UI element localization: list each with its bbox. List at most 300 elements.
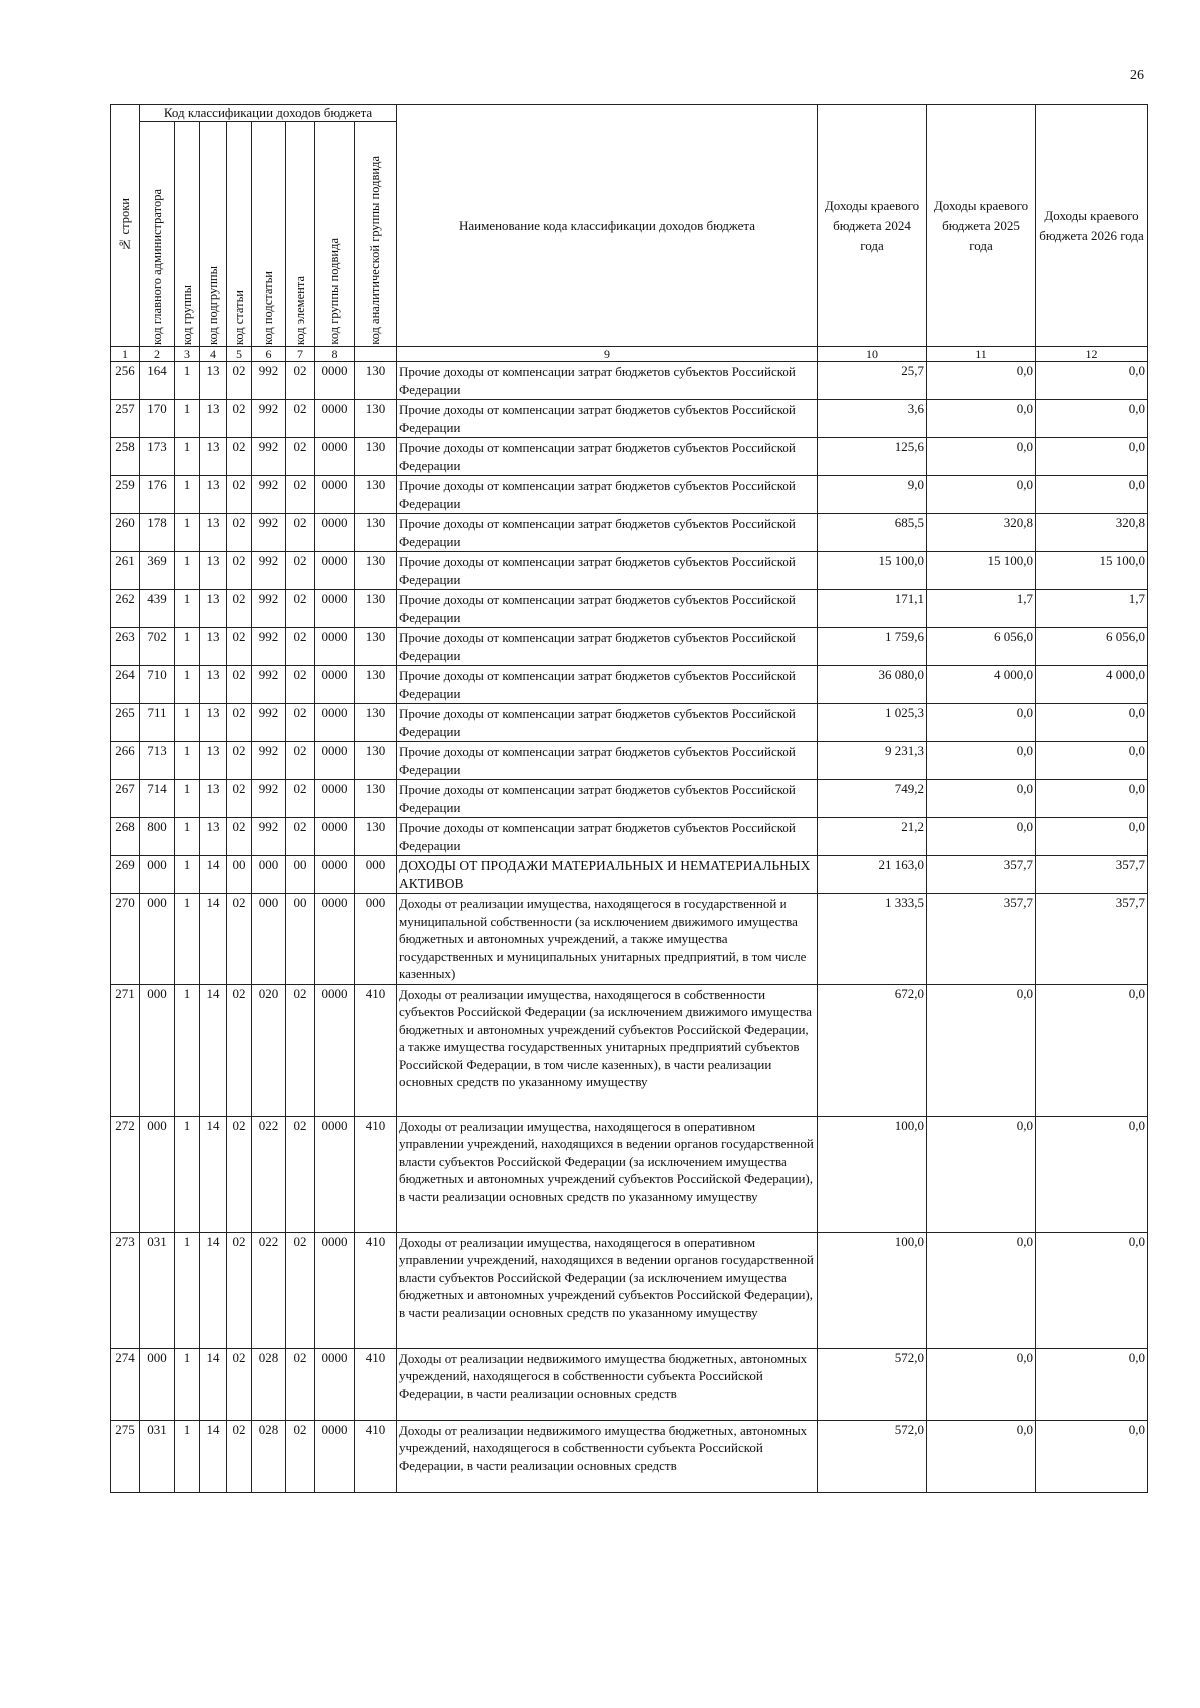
table-row — [111, 590, 1148, 628]
row-number-cell: 264 — [111, 666, 140, 704]
code-subarticle-cell: 992 — [252, 400, 286, 438]
income-name-cell: Прочие доходы от компенсации затрат бюджетов субъектов Российской Федерации — [397, 666, 818, 704]
code-element-cell: 02 — [286, 590, 315, 628]
income-2025-cell: 357,7 — [927, 894, 1036, 985]
income-2026-cell: 357,7 — [1036, 856, 1148, 894]
code-admin-cell: 031 — [140, 1232, 175, 1348]
code-element-cell: 02 — [286, 1232, 315, 1348]
income-name-cell: Прочие доходы от компенсации затрат бюджетов субъектов Российской Федерации — [397, 400, 818, 438]
code-group-cell: 1 — [175, 400, 200, 438]
row-number-cell: 273 — [111, 1232, 140, 1348]
header-code-subgroup: код подгруппы — [200, 122, 227, 347]
code-element-cell: 02 — [286, 476, 315, 514]
income-name-cell: Доходы от реализации имущества, находящегося в оперативном управлении учреждений, находящихся в ведении органов государственной власти субъектов Российской Федерации (за исключением имущества бюджетных и автономных учреждений субъектов Российской Федерации), в части реализации основных средств по указанному имуществу — [397, 1116, 818, 1232]
income-name-cell: Прочие доходы от компенсации затрат бюджетов субъектов Российской Федерации — [397, 818, 818, 856]
table-row — [111, 1232, 1148, 1348]
header-group-title: Код классификации доходов бюджета — [140, 105, 397, 122]
code-subarticle-cell: 992 — [252, 552, 286, 590]
code-article-cell: 02 — [227, 1232, 252, 1348]
code-article-cell: 02 — [227, 1420, 252, 1492]
row-number-cell: 266 — [111, 742, 140, 780]
code-subtype-group-cell: 0000 — [315, 666, 355, 704]
code-subarticle-cell: 992 — [252, 514, 286, 552]
header-code-article: код статьи — [227, 122, 252, 347]
header-code-subarticle: код подстатьи — [252, 122, 286, 347]
income-2025-cell: 0,0 — [927, 984, 1036, 1116]
code-element-cell: 02 — [286, 780, 315, 818]
code-admin-cell: 800 — [140, 818, 175, 856]
code-group-cell: 1 — [175, 780, 200, 818]
income-name-cell: Доходы от реализации имущества, находящегося в оперативном управлении учреждений, находящихся в ведении органов государственной власти субъектов Российской Федерации (за исключением имущества бюджетных и автономных учреждений субъектов Российской Федерации), в части реализации основных средств по указанному имуществу — [397, 1232, 818, 1348]
income-2024-cell: 572,0 — [818, 1348, 927, 1420]
header-code-subtype-group: код группы подвида — [315, 122, 355, 347]
code-admin-cell: 000 — [140, 984, 175, 1116]
table-row — [111, 552, 1148, 590]
code-analytic-group-cell: 130 — [355, 780, 397, 818]
code-subarticle-cell: 000 — [252, 894, 286, 985]
income-name-cell: Доходы от реализации имущества, находящегося в государственной и муниципальной собственности (за исключением движимого имущества бюджетных и автономных учреждений, а также имущества государственных и муниципальных унитарных предприятий, в том числе казенных) — [397, 894, 818, 985]
code-subgroup-cell: 13 — [200, 666, 227, 704]
income-2025-cell: 6 056,0 — [927, 628, 1036, 666]
income-2026-cell: 6 056,0 — [1036, 628, 1148, 666]
code-subtype-group-cell: 0000 — [315, 552, 355, 590]
code-admin-cell: 178 — [140, 514, 175, 552]
code-article-cell: 02 — [227, 514, 252, 552]
code-analytic-group-cell: 130 — [355, 818, 397, 856]
code-group-cell: 1 — [175, 666, 200, 704]
income-2026-cell: 0,0 — [1036, 1232, 1148, 1348]
code-analytic-group-cell: 130 — [355, 704, 397, 742]
row-number-cell: 256 — [111, 362, 140, 400]
code-admin-cell: 176 — [140, 476, 175, 514]
header-name: Наименование кода классификации доходов бюджета — [397, 105, 818, 347]
income-name-cell: Прочие доходы от компенсации затрат бюджетов субъектов Российской Федерации — [397, 514, 818, 552]
code-group-cell: 1 — [175, 362, 200, 400]
income-2025-cell: 0,0 — [927, 818, 1036, 856]
code-group-cell: 1 — [175, 628, 200, 666]
income-2025-cell: 357,7 — [927, 856, 1036, 894]
column-number: 10 — [818, 347, 927, 362]
code-subtype-group-cell: 0000 — [315, 1232, 355, 1348]
code-group-cell: 1 — [175, 476, 200, 514]
code-subgroup-cell: 14 — [200, 1420, 227, 1492]
income-2024-cell: 1 333,5 — [818, 894, 927, 985]
table-body — [111, 362, 1148, 1493]
code-article-cell: 02 — [227, 628, 252, 666]
code-article-cell: 00 — [227, 856, 252, 894]
code-subtype-group-cell: 0000 — [315, 628, 355, 666]
code-article-cell: 02 — [227, 400, 252, 438]
income-2024-cell: 3,6 — [818, 400, 927, 438]
column-number: 9 — [397, 347, 818, 362]
income-name-cell: Прочие доходы от компенсации затрат бюджетов субъектов Российской Федерации — [397, 628, 818, 666]
code-element-cell: 02 — [286, 666, 315, 704]
row-number-cell: 260 — [111, 514, 140, 552]
code-subgroup-cell: 13 — [200, 476, 227, 514]
code-analytic-group-cell: 130 — [355, 628, 397, 666]
code-article-cell: 02 — [227, 552, 252, 590]
income-2024-cell: 125,6 — [818, 438, 927, 476]
code-admin-cell: 714 — [140, 780, 175, 818]
income-2025-cell: 0,0 — [927, 438, 1036, 476]
table-row — [111, 856, 1148, 894]
income-2026-cell: 0,0 — [1036, 1420, 1148, 1492]
code-analytic-group-cell: 130 — [355, 438, 397, 476]
table-row — [111, 400, 1148, 438]
column-number: 5 — [227, 347, 252, 362]
table-row — [111, 628, 1148, 666]
income-2024-cell: 1 025,3 — [818, 704, 927, 742]
code-subgroup-cell: 13 — [200, 704, 227, 742]
income-2025-cell: 15 100,0 — [927, 552, 1036, 590]
code-subarticle-cell: 028 — [252, 1348, 286, 1420]
income-2026-cell: 0,0 — [1036, 1348, 1148, 1420]
income-2024-cell: 21,2 — [818, 818, 927, 856]
code-subtype-group-cell: 0000 — [315, 894, 355, 985]
table-row — [111, 742, 1148, 780]
row-number-cell: 259 — [111, 476, 140, 514]
code-article-cell: 02 — [227, 818, 252, 856]
code-analytic-group-cell: 410 — [355, 1232, 397, 1348]
header-code-group: код группы — [175, 122, 200, 347]
income-name-cell: Прочие доходы от компенсации затрат бюджетов субъектов Российской Федерации — [397, 704, 818, 742]
code-analytic-group-cell: 410 — [355, 984, 397, 1116]
row-number-cell: 257 — [111, 400, 140, 438]
code-subarticle-cell: 022 — [252, 1232, 286, 1348]
code-subgroup-cell: 14 — [200, 894, 227, 985]
code-subgroup-cell: 14 — [200, 856, 227, 894]
income-name-cell: Доходы от реализации недвижимого имущества бюджетных, автономных учреждений, находящегося в собственности субъекта Российской Федерации, в части реализации основных средств — [397, 1348, 818, 1420]
row-number-cell: 262 — [111, 590, 140, 628]
row-number-cell: 274 — [111, 1348, 140, 1420]
column-number: 6 — [252, 347, 286, 362]
column-number: 2 — [140, 347, 175, 362]
income-2026-cell: 357,7 — [1036, 894, 1148, 985]
income-2024-cell: 100,0 — [818, 1116, 927, 1232]
code-admin-cell: 711 — [140, 704, 175, 742]
income-2024-cell: 171,1 — [818, 590, 927, 628]
code-subtype-group-cell: 0000 — [315, 704, 355, 742]
income-2026-cell: 0,0 — [1036, 780, 1148, 818]
income-2026-cell: 0,0 — [1036, 704, 1148, 742]
code-article-cell: 02 — [227, 1348, 252, 1420]
code-article-cell: 02 — [227, 362, 252, 400]
code-article-cell: 02 — [227, 438, 252, 476]
column-number: 1 — [111, 347, 140, 362]
code-subtype-group-cell: 0000 — [315, 856, 355, 894]
header-code-admin: код главного администратора — [140, 122, 175, 347]
code-subgroup-cell: 13 — [200, 438, 227, 476]
header-row-no: № строки — [111, 105, 140, 347]
income-name-cell: Прочие доходы от компенсации затрат бюджетов субъектов Российской Федерации — [397, 742, 818, 780]
code-analytic-group-cell: 130 — [355, 476, 397, 514]
table-row — [111, 1348, 1148, 1420]
code-group-cell: 1 — [175, 438, 200, 476]
code-subgroup-cell: 13 — [200, 628, 227, 666]
code-analytic-group-cell: 130 — [355, 590, 397, 628]
column-number: 3 — [175, 347, 200, 362]
header-year-2026: Доходы краевого бюджета 2026 года — [1036, 105, 1148, 347]
table-row — [111, 704, 1148, 742]
table-row — [111, 894, 1148, 985]
code-element-cell: 02 — [286, 362, 315, 400]
table-row — [111, 476, 1148, 514]
code-admin-cell: 702 — [140, 628, 175, 666]
column-number: 7 — [286, 347, 315, 362]
code-admin-cell: 170 — [140, 400, 175, 438]
code-subarticle-cell: 020 — [252, 984, 286, 1116]
code-article-cell: 02 — [227, 590, 252, 628]
code-subgroup-cell: 14 — [200, 1116, 227, 1232]
code-article-cell: 02 — [227, 742, 252, 780]
table-row — [111, 780, 1148, 818]
code-admin-cell: 031 — [140, 1420, 175, 1492]
income-2024-cell: 15 100,0 — [818, 552, 927, 590]
table-row — [111, 1116, 1148, 1232]
code-element-cell: 02 — [286, 984, 315, 1116]
code-element-cell: 02 — [286, 438, 315, 476]
code-group-cell: 1 — [175, 1232, 200, 1348]
row-number-cell: 261 — [111, 552, 140, 590]
income-2025-cell: 0,0 — [927, 476, 1036, 514]
code-subgroup-cell: 13 — [200, 552, 227, 590]
income-name-cell: Прочие доходы от компенсации затрат бюджетов субъектов Российской Федерации — [397, 590, 818, 628]
code-analytic-group-cell: 000 — [355, 856, 397, 894]
column-numbers-row — [111, 347, 1148, 362]
code-article-cell: 02 — [227, 666, 252, 704]
code-subarticle-cell: 992 — [252, 818, 286, 856]
income-2024-cell: 685,5 — [818, 514, 927, 552]
code-element-cell: 02 — [286, 704, 315, 742]
code-subarticle-cell: 992 — [252, 628, 286, 666]
income-2025-cell: 0,0 — [927, 400, 1036, 438]
code-subgroup-cell: 14 — [200, 984, 227, 1116]
income-2026-cell: 4 000,0 — [1036, 666, 1148, 704]
code-subgroup-cell: 13 — [200, 400, 227, 438]
row-number-cell: 272 — [111, 1116, 140, 1232]
income-name-cell: Прочие доходы от компенсации затрат бюджетов субъектов Российской Федерации — [397, 438, 818, 476]
code-group-cell: 1 — [175, 742, 200, 780]
code-group-cell: 1 — [175, 856, 200, 894]
code-admin-cell: 000 — [140, 856, 175, 894]
code-admin-cell: 439 — [140, 590, 175, 628]
income-2024-cell: 572,0 — [818, 1420, 927, 1492]
code-element-cell: 02 — [286, 742, 315, 780]
code-analytic-group-cell: 000 — [355, 894, 397, 985]
income-2026-cell: 320,8 — [1036, 514, 1148, 552]
code-subtype-group-cell: 0000 — [315, 476, 355, 514]
income-2024-cell: 100,0 — [818, 1232, 927, 1348]
income-2025-cell: 4 000,0 — [927, 666, 1036, 704]
code-subgroup-cell: 13 — [200, 590, 227, 628]
code-group-cell: 1 — [175, 818, 200, 856]
code-subarticle-cell: 992 — [252, 438, 286, 476]
income-2026-cell: 0,0 — [1036, 1116, 1148, 1232]
header-code-analytic-group: код аналитической группы подвида — [355, 122, 397, 347]
income-2025-cell: 1,7 — [927, 590, 1036, 628]
code-subarticle-cell: 022 — [252, 1116, 286, 1232]
code-admin-cell: 173 — [140, 438, 175, 476]
code-element-cell: 00 — [286, 856, 315, 894]
table-row — [111, 818, 1148, 856]
code-article-cell: 02 — [227, 984, 252, 1116]
income-2024-cell: 1 759,6 — [818, 628, 927, 666]
code-analytic-group-cell: 130 — [355, 514, 397, 552]
code-subarticle-cell: 992 — [252, 704, 286, 742]
income-2026-cell: 0,0 — [1036, 362, 1148, 400]
income-2026-cell: 15 100,0 — [1036, 552, 1148, 590]
code-article-cell: 02 — [227, 1116, 252, 1232]
income-name-cell: ДОХОДЫ ОТ ПРОДАЖИ МАТЕРИАЛЬНЫХ И НЕМАТЕРИАЛЬНЫХ АКТИВОВ — [397, 856, 818, 894]
code-element-cell: 02 — [286, 1116, 315, 1232]
table-row — [111, 1420, 1148, 1492]
code-group-cell: 1 — [175, 514, 200, 552]
column-number: 8 — [315, 347, 355, 362]
code-article-cell: 02 — [227, 894, 252, 985]
income-2026-cell: 0,0 — [1036, 742, 1148, 780]
code-element-cell: 02 — [286, 818, 315, 856]
code-subarticle-cell: 028 — [252, 1420, 286, 1492]
header-year-2024: Доходы краевого бюджета 2024 года — [818, 105, 927, 347]
header-year-2025: Доходы краевого бюджета 2025 года — [927, 105, 1036, 347]
budget-table — [110, 104, 1148, 1493]
code-subarticle-cell: 992 — [252, 590, 286, 628]
income-2025-cell: 320,8 — [927, 514, 1036, 552]
code-subgroup-cell: 13 — [200, 780, 227, 818]
income-2026-cell: 0,0 — [1036, 818, 1148, 856]
row-number-cell: 267 — [111, 780, 140, 818]
income-2026-cell: 0,0 — [1036, 438, 1148, 476]
code-subgroup-cell: 14 — [200, 1348, 227, 1420]
code-group-cell: 1 — [175, 1348, 200, 1420]
code-subarticle-cell: 992 — [252, 362, 286, 400]
code-subtype-group-cell: 0000 — [315, 818, 355, 856]
income-2026-cell: 0,0 — [1036, 400, 1148, 438]
code-analytic-group-cell: 130 — [355, 552, 397, 590]
code-admin-cell: 000 — [140, 894, 175, 985]
code-subtype-group-cell: 0000 — [315, 362, 355, 400]
code-subarticle-cell: 000 — [252, 856, 286, 894]
income-2024-cell: 749,2 — [818, 780, 927, 818]
code-subarticle-cell: 992 — [252, 666, 286, 704]
code-group-cell: 1 — [175, 590, 200, 628]
income-2025-cell: 0,0 — [927, 1348, 1036, 1420]
income-2026-cell: 0,0 — [1036, 476, 1148, 514]
code-subgroup-cell: 14 — [200, 1232, 227, 1348]
code-analytic-group-cell: 130 — [355, 362, 397, 400]
table-header — [111, 105, 1148, 362]
code-admin-cell: 164 — [140, 362, 175, 400]
code-article-cell: 02 — [227, 704, 252, 742]
income-2024-cell: 9,0 — [818, 476, 927, 514]
row-number-cell: 271 — [111, 984, 140, 1116]
code-subtype-group-cell: 0000 — [315, 984, 355, 1116]
code-subgroup-cell: 13 — [200, 818, 227, 856]
code-group-cell: 1 — [175, 704, 200, 742]
income-name-cell: Прочие доходы от компенсации затрат бюджетов субъектов Российской Федерации — [397, 476, 818, 514]
code-subarticle-cell: 992 — [252, 476, 286, 514]
code-element-cell: 02 — [286, 1348, 315, 1420]
income-2025-cell: 0,0 — [927, 704, 1036, 742]
column-number: 12 — [1036, 347, 1148, 362]
table-row — [111, 514, 1148, 552]
code-subtype-group-cell: 0000 — [315, 1420, 355, 1492]
column-number — [355, 347, 397, 362]
row-number-cell: 268 — [111, 818, 140, 856]
code-article-cell: 02 — [227, 780, 252, 818]
income-name-cell: Доходы от реализации недвижимого имущества бюджетных, автономных учреждений, находящегося в собственности субъекта Российской Федерации, в части реализации основных средств — [397, 1420, 818, 1492]
income-name-cell: Прочие доходы от компенсации затрат бюджетов субъектов Российской Федерации — [397, 552, 818, 590]
code-group-cell: 1 — [175, 1420, 200, 1492]
code-element-cell: 02 — [286, 400, 315, 438]
code-analytic-group-cell: 130 — [355, 666, 397, 704]
column-number: 4 — [200, 347, 227, 362]
row-number-cell: 269 — [111, 856, 140, 894]
code-subgroup-cell: 13 — [200, 362, 227, 400]
code-element-cell: 00 — [286, 894, 315, 985]
code-analytic-group-cell: 130 — [355, 400, 397, 438]
code-element-cell: 02 — [286, 514, 315, 552]
table-row — [111, 984, 1148, 1116]
code-subtype-group-cell: 0000 — [315, 1116, 355, 1232]
income-2024-cell: 25,7 — [818, 362, 927, 400]
code-analytic-group-cell: 410 — [355, 1348, 397, 1420]
table-row — [111, 438, 1148, 476]
income-2025-cell: 0,0 — [927, 362, 1036, 400]
code-admin-cell: 000 — [140, 1116, 175, 1232]
income-2025-cell: 0,0 — [927, 780, 1036, 818]
code-analytic-group-cell: 130 — [355, 742, 397, 780]
code-article-cell: 02 — [227, 476, 252, 514]
page-number: 26 — [1130, 68, 1144, 83]
code-element-cell: 02 — [286, 552, 315, 590]
code-subtype-group-cell: 0000 — [315, 1348, 355, 1420]
code-admin-cell: 710 — [140, 666, 175, 704]
income-2024-cell: 672,0 — [818, 984, 927, 1116]
code-subtype-group-cell: 0000 — [315, 438, 355, 476]
code-subtype-group-cell: 0000 — [315, 590, 355, 628]
income-name-cell: Прочие доходы от компенсации затрат бюджетов субъектов Российской Федерации — [397, 362, 818, 400]
code-group-cell: 1 — [175, 984, 200, 1116]
row-number-cell: 275 — [111, 1420, 140, 1492]
code-admin-cell: 000 — [140, 1348, 175, 1420]
income-2024-cell: 21 163,0 — [818, 856, 927, 894]
code-admin-cell: 713 — [140, 742, 175, 780]
row-number-cell: 265 — [111, 704, 140, 742]
row-number-cell: 263 — [111, 628, 140, 666]
code-subgroup-cell: 13 — [200, 514, 227, 552]
row-number-cell: 270 — [111, 894, 140, 985]
income-2026-cell: 1,7 — [1036, 590, 1148, 628]
column-number: 11 — [927, 347, 1036, 362]
row-number-cell: 258 — [111, 438, 140, 476]
income-2024-cell: 36 080,0 — [818, 666, 927, 704]
header-code-element: код элемента — [286, 122, 315, 347]
income-2026-cell: 0,0 — [1036, 984, 1148, 1116]
code-analytic-group-cell: 410 — [355, 1420, 397, 1492]
code-element-cell: 02 — [286, 628, 315, 666]
code-subtype-group-cell: 0000 — [315, 780, 355, 818]
code-element-cell: 02 — [286, 1420, 315, 1492]
code-group-cell: 1 — [175, 552, 200, 590]
income-2025-cell: 0,0 — [927, 1116, 1036, 1232]
code-subtype-group-cell: 0000 — [315, 742, 355, 780]
code-group-cell: 1 — [175, 1116, 200, 1232]
code-group-cell: 1 — [175, 894, 200, 985]
code-subarticle-cell: 992 — [252, 742, 286, 780]
income-2025-cell: 0,0 — [927, 742, 1036, 780]
income-2024-cell: 9 231,3 — [818, 742, 927, 780]
